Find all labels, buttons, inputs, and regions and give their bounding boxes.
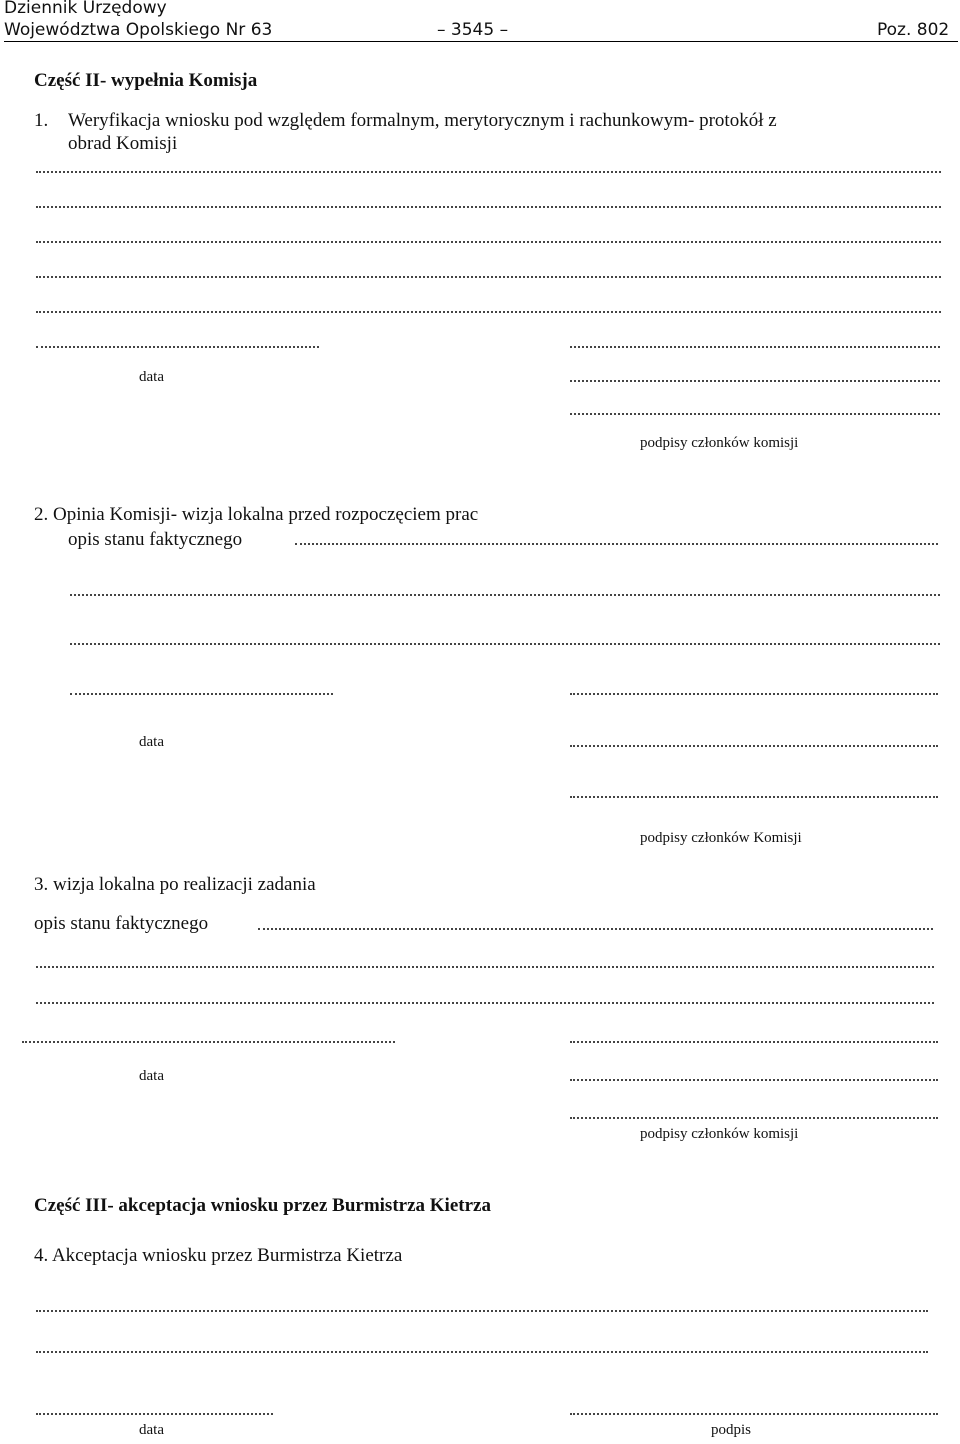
item1-signature-line-3[interactable] (570, 413, 940, 415)
item3-signatures-label: podpisy członków komisji (640, 1126, 799, 1142)
header-rule (4, 41, 958, 42)
item2-description-line-1[interactable] (295, 543, 938, 545)
journal-title-line2: Województwa Opolskiego Nr 63 (4, 20, 273, 40)
item1-signature-line-1[interactable] (570, 346, 940, 348)
journal-title-line1: Dziennik Urzędowy (4, 0, 167, 18)
item2-signature-line-3[interactable] (570, 796, 938, 798)
item1-date-line[interactable] (36, 346, 319, 348)
item2-text-line1: 2. Opinia Komisji- wizja lokalna przed rozpoczęciem prac (34, 504, 479, 525)
item2-description-line-2[interactable] (70, 594, 940, 596)
item3-signature-line-3[interactable] (570, 1117, 938, 1119)
item2-signature-line-2[interactable] (570, 745, 938, 747)
item4-text: 4. Akceptacja wniosku przez Burmistrza Kietrza (34, 1245, 403, 1266)
part3-heading: Część III- akceptacja wniosku przez Burmistrza Kietrza (34, 1195, 491, 1216)
position-number: Poz. 802 (877, 20, 950, 40)
item4-signature-line[interactable] (570, 1413, 938, 1415)
item4-answer-line-2[interactable] (36, 1351, 928, 1353)
page-number: – 3545 – (437, 20, 509, 40)
item4-date-line[interactable] (36, 1413, 273, 1415)
item1-date-label: data (139, 369, 164, 385)
item1-number: 1. (34, 110, 49, 131)
item3-date-label: data (139, 1068, 164, 1084)
item1-answer-line-5[interactable] (36, 311, 941, 313)
item3-text-line2: opis stanu faktycznego (34, 913, 209, 934)
item3-text-line1: 3. wizja lokalna po realizacji zadania (34, 874, 316, 895)
item4-date-label: data (139, 1422, 164, 1438)
item2-signature-line-1[interactable] (570, 693, 938, 695)
item1-answer-line-3[interactable] (36, 241, 941, 243)
item4-signature-label: podpis (711, 1422, 752, 1438)
item3-signature-line-1[interactable] (570, 1041, 938, 1043)
item2-date-label: data (139, 734, 164, 750)
item3-description-line-3[interactable] (36, 1002, 934, 1004)
item1-answer-line-1[interactable] (36, 171, 941, 173)
item3-description-line-1[interactable] (258, 928, 933, 930)
item2-text-line2: opis stanu faktycznego (68, 529, 243, 550)
item2-signatures-label: podpisy członków Komisji (640, 830, 802, 846)
item1-answer-line-2[interactable] (36, 206, 941, 208)
item3-description-line-2[interactable] (36, 966, 934, 968)
item2-date-line[interactable] (70, 693, 333, 695)
item1-answer-line-4[interactable] (36, 276, 941, 278)
item4-answer-line-1[interactable] (36, 1310, 928, 1312)
item3-signature-line-2[interactable] (570, 1079, 938, 1081)
item3-date-line[interactable] (22, 1041, 395, 1043)
item1-signatures-label: podpisy członków komisji (640, 435, 799, 451)
item1-text-line2: obrad Komisji (68, 133, 178, 154)
item2-description-line-3[interactable] (70, 643, 940, 645)
part2-heading: Część II- wypełnia Komisja (34, 70, 258, 91)
item1-signature-line-2[interactable] (570, 380, 940, 382)
item1-text-line1: Weryfikacja wniosku pod względem formalnym, merytorycznym i rachunkowym- protokół z (68, 110, 777, 131)
